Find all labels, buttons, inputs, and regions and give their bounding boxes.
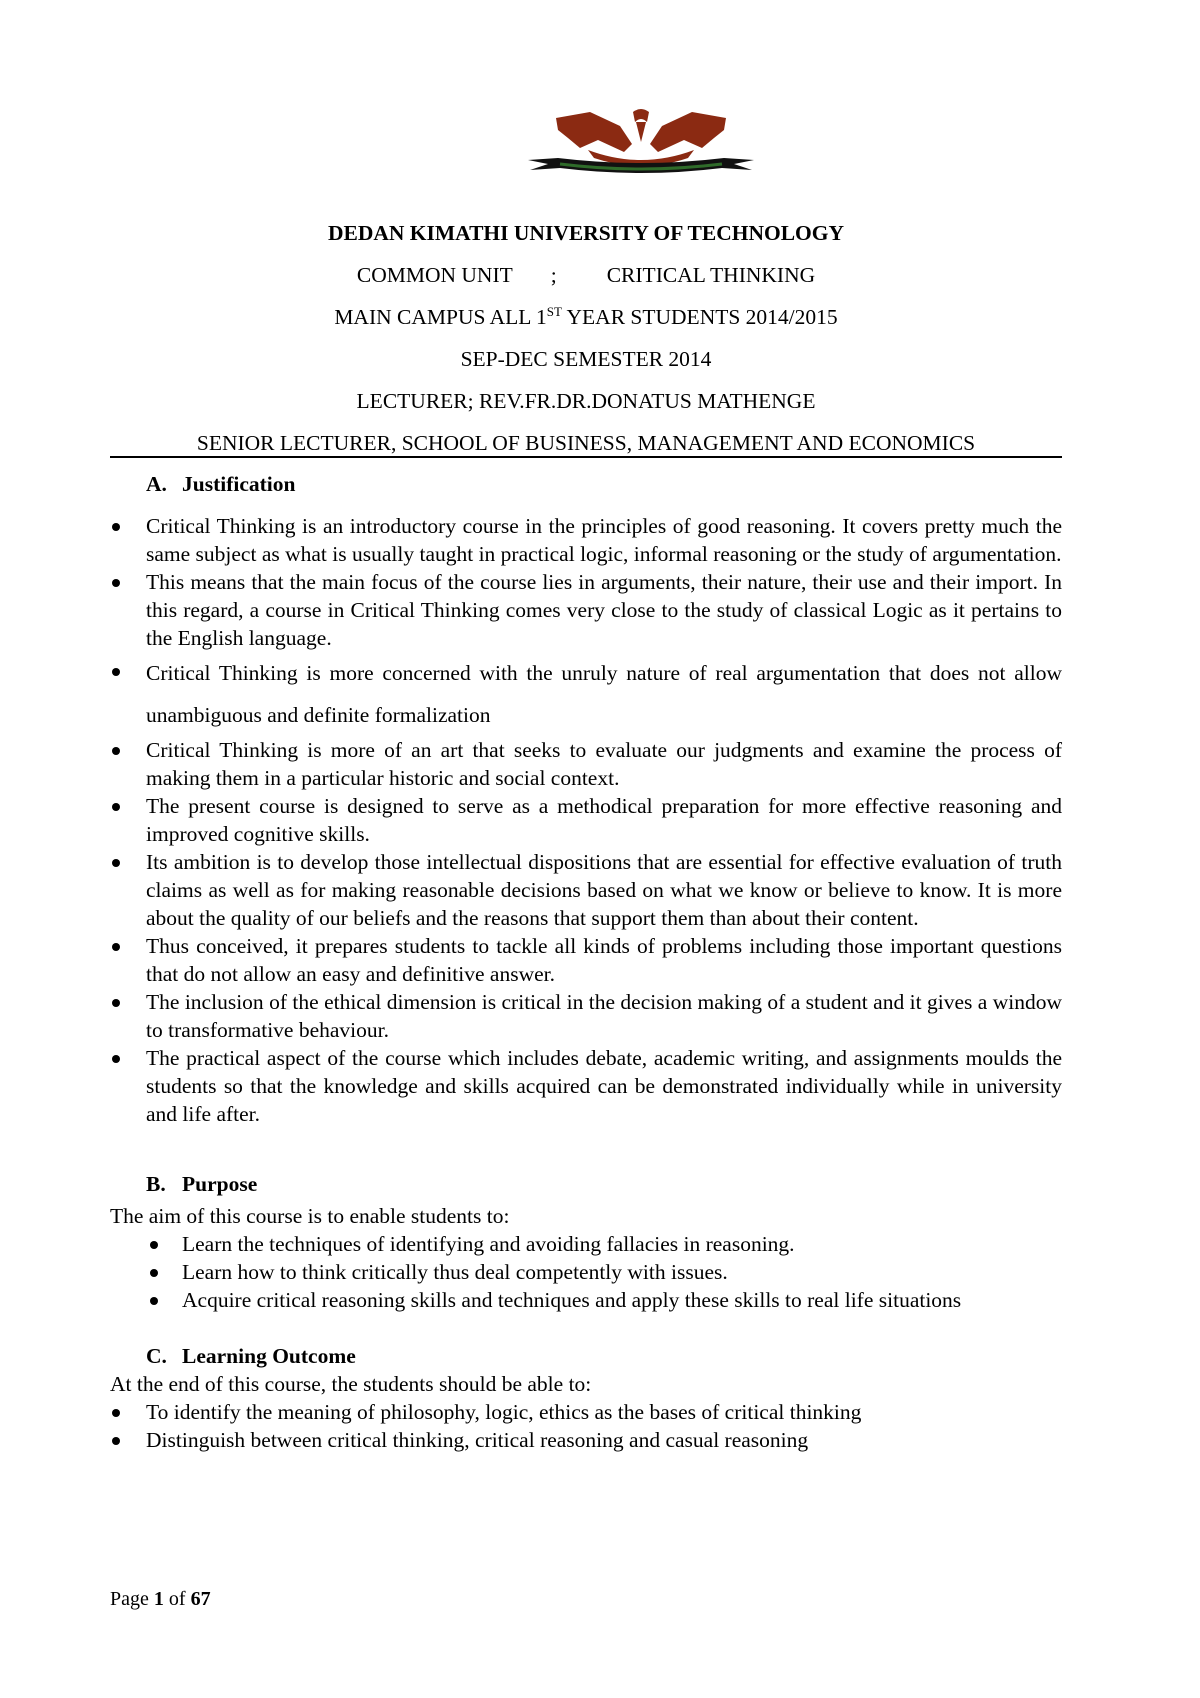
bullet-icon <box>112 803 120 811</box>
list-item: Learn the techniques of identifying and avoiding fallacies in reasoning. <box>110 1230 1062 1258</box>
position-line: SENIOR LECTURER, SCHOOL OF BUSINESS, MANAGEMENT AND ECONOMICS <box>196 431 976 455</box>
list-item: The inclusion of the ethical dimension is critical in the decision making of a student and it gives a window to transformative behaviour. <box>110 988 1062 1044</box>
section-heading-purpose <box>110 1170 1062 1202</box>
bullet-icon <box>112 668 120 676</box>
list-item: The practical aspect of the course which includes debate, academic writing, and assignments moulds the students so that the knowledge and skills acquired can be demonstrated individually while in university and life after. <box>110 1044 1062 1128</box>
lecturer-line: LECTURER; REV.FR.DR.DONATUS MATHENGE <box>356 389 816 413</box>
list-item: Critical Thinking is more concerned with the unruly nature of real argumentation that does not allow unambiguous and definite formalization <box>110 652 1062 736</box>
document-body <box>110 470 1062 1454</box>
list-item: Learn how to think critically thus deal competently with issues. <box>110 1258 1062 1286</box>
of-word: of <box>168 1588 186 1610</box>
list-item: The present course is designed to serve as a methodical preparation for more effective reasoning and improved cognitive skills. <box>110 792 1062 848</box>
bullet-icon <box>112 747 120 755</box>
bullet-icon <box>112 943 120 951</box>
list-item: Its ambition is to develop those intellectual dispositions that are essential for effective evaluation of truth claims as well as for making reasonable decisions based on what we know or believe to know. It is more about the quality of our beliefs and the reasons that support them than about their content. <box>110 848 1062 932</box>
university-name: DEDAN KIMATHI UNIVERSITY OF TECHNOLOGY <box>327 221 845 245</box>
bullet-icon <box>112 1055 120 1063</box>
section-title: Learning Outcome <box>182 1344 356 1368</box>
bullet-icon <box>112 999 120 1007</box>
section-title: Justification <box>182 472 296 496</box>
list-item: To identify the meaning of philosophy, logic, ethics as the bases of critical thinking <box>110 1398 1062 1426</box>
bullet-icon <box>112 859 120 867</box>
purpose-intro: The aim of this course is to enable students to: <box>110 1204 510 1228</box>
unit-separator: ; <box>550 263 557 287</box>
section-letter: C. <box>146 1344 167 1368</box>
page-word: Page <box>110 1588 149 1610</box>
document-header <box>110 212 1062 464</box>
university-logo <box>528 108 754 180</box>
list-item: Critical Thinking is an introductory course in the principles of good reasoning. It covers pretty much the same subject as what is usually taught in practical logic, informal reasoning or the study of argumentation. <box>110 512 1062 568</box>
campus-prefix: MAIN CAMPUS ALL 1 <box>334 305 547 329</box>
justification-list <box>110 512 1062 1128</box>
page-footer <box>110 1588 211 1611</box>
list-item: Critical Thinking is more of an art that seeks to evaluate our judgments and examine the process of making them in a particular historic and social context. <box>110 736 1062 792</box>
unit-name: CRITICAL THINKING <box>606 263 816 287</box>
list-item: Acquire critical reasoning skills and techniques and apply these skills to real life situations <box>110 1286 1062 1314</box>
bullet-icon <box>150 1297 158 1305</box>
header-divider <box>110 456 1062 458</box>
outcome-intro: At the end of this course, the students should be able to: <box>110 1372 592 1396</box>
bullet-icon <box>150 1269 158 1277</box>
section-heading-justification <box>110 470 1062 512</box>
section-heading-outcome <box>110 1342 1062 1370</box>
unit-line <box>110 254 1062 296</box>
bullet-icon <box>112 523 120 531</box>
campus-line <box>110 296 1062 338</box>
page-total: 67 <box>190 1588 211 1610</box>
campus-superscript: ST <box>546 304 562 319</box>
logo-left-hand <box>556 112 632 152</box>
section-letter: B. <box>146 1172 166 1196</box>
logo-flame <box>633 109 649 122</box>
section-title: Purpose <box>182 1172 258 1196</box>
semester-line: SEP-DEC SEMESTER 2014 <box>460 347 712 371</box>
purpose-list <box>110 1230 1062 1314</box>
outcome-list <box>110 1398 1062 1454</box>
campus-suffix: YEAR STUDENTS 2014/2015 <box>561 305 838 329</box>
page-number: 1 <box>153 1588 164 1610</box>
unit-label: COMMON UNIT <box>356 263 513 287</box>
list-item: Distinguish between critical thinking, critical reasoning and casual reasoning <box>110 1426 1062 1454</box>
list-item: This means that the main focus of the course lies in arguments, their nature, their use and their import. In this regard, a course in Critical Thinking comes very close to the study of classical Logic as it pertains to the English language. <box>110 568 1062 652</box>
list-item: Thus conceived, it prepares students to tackle all kinds of problems including those important questions that do not allow an easy and definitive answer. <box>110 932 1062 988</box>
section-letter: A. <box>146 472 167 496</box>
bullet-icon <box>112 579 120 587</box>
logo-right-hand <box>650 112 726 152</box>
bullet-icon <box>112 1437 120 1445</box>
bullet-icon <box>112 1409 120 1417</box>
bullet-icon <box>150 1241 158 1249</box>
